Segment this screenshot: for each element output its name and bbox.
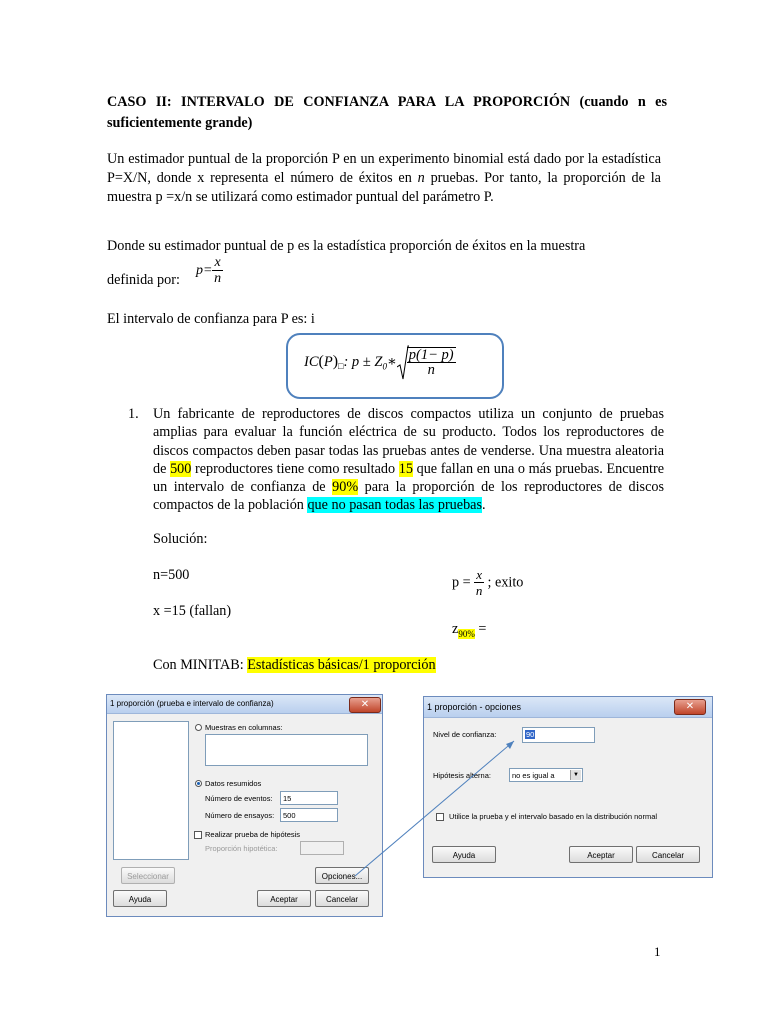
- ok-button[interactable]: Aceptar: [257, 890, 311, 907]
- n-value: n=500: [153, 567, 190, 583]
- help-button[interactable]: Ayuda: [432, 846, 496, 863]
- ci-numerator: p(1− p): [408, 347, 454, 363]
- ci-subscript: 0: [382, 361, 387, 372]
- highlight-population: que no pasan todas las pruebas: [307, 497, 482, 514]
- p-eq-rest: ; exito: [487, 574, 524, 591]
- exercise-text-2: reproductores tiene como resultado: [191, 460, 399, 477]
- normal-distribution-label: Utilice la prueba y el intervalo basado en la distribución normal: [449, 812, 658, 821]
- summary-label: Datos resumidos: [205, 779, 262, 788]
- intro-italic-n: n: [417, 170, 425, 186]
- exercise-text-3: que fallan en una o más pruebas. Encuentre un intervalo de confianza de: [153, 460, 664, 496]
- cancel-button[interactable]: Cancelar: [315, 890, 369, 907]
- cancel-button[interactable]: Cancelar: [636, 846, 700, 863]
- p-eq-denominator: n: [475, 583, 483, 598]
- hypothesis-test-label: Realizar prueba de hipótesis: [205, 830, 301, 839]
- dialog1-title: 1 proporción (prueba e intervalo de confianza): [110, 699, 274, 708]
- intro-text-b: pruebas. Por tanto, la proporción de la muestra p =x/n se utilizará como estimador puntual del parámetro P.: [107, 170, 661, 205]
- help-button[interactable]: Ayuda: [113, 890, 167, 907]
- p-eq-lhs: p =: [452, 574, 471, 591]
- confidence-label: Nivel de confianza:: [433, 730, 497, 739]
- hypothetical-proportion-label: Proporción hipotética:: [205, 844, 278, 853]
- exercise-text-1: Un fabricante de reproductores de discos compactos utiliza un conjunto de pruebas amplias para evaluar la función eléctrica de su producto. Todos los reproductores de discos compactos deben pasar todas las pruebas antes de venderse. Una muestra aleatoria de: [153, 406, 664, 477]
- estimator-denominator: n: [214, 271, 222, 286]
- ok-button[interactable]: Aceptar: [569, 846, 633, 863]
- alternative-label: Hipótesis alterna:: [433, 771, 491, 780]
- highlight-confidence: 90%: [332, 479, 359, 496]
- z-rest: =: [474, 621, 487, 637]
- events-label: Número de eventos:: [205, 794, 273, 803]
- z-letter: z: [452, 621, 459, 637]
- alternative-value: no es igual a: [512, 771, 555, 780]
- intro-text-a: Un estimador puntual de la proporción P en un experimento binomial está dado por la estadística P=X/N, donde x representa el número de éxitos en: [107, 151, 661, 186]
- ci-rest: : p ± Z: [343, 353, 383, 370]
- solution-label: Solución:: [153, 531, 208, 547]
- chevron-down-icon: ▼: [570, 770, 581, 780]
- dialog2-title: 1 proporción - opciones: [427, 702, 522, 712]
- estimator-lhs: p=: [196, 263, 213, 279]
- ci-star: ∗: [386, 353, 397, 370]
- exercise-text-5: .: [481, 497, 486, 514]
- p-eq-numerator: x: [476, 567, 482, 582]
- confidence-value: 90: [526, 730, 535, 739]
- highlight-failures: 15: [398, 460, 413, 477]
- section-heading: CASO II: INTERVALO DE CONFIANZA PARA LA PROPORCIÓN (cuando n es suficientemente grande): [107, 94, 667, 131]
- minitab-menu-path: Estadísticas básicas/1 proporción: [247, 657, 436, 673]
- estimator-numerator: x: [214, 255, 221, 270]
- ci-placeholder-glyph: □: [338, 360, 344, 371]
- interval-intro: El intervalo de confianza para P es: i: [107, 311, 315, 327]
- select-button[interactable]: Seleccionar: [121, 867, 175, 884]
- estimator-line: Donde su estimador puntual de p es la estadística proporción de éxitos en la muestra: [107, 238, 586, 254]
- columns-label: Muestras en columnas:: [205, 723, 283, 732]
- highlight-sample-size: 500: [170, 460, 192, 477]
- options-button[interactable]: Opciones...: [315, 867, 369, 884]
- ci-lhs: IC: [304, 353, 319, 370]
- dialog2-close-button[interactable]: ✕: [674, 699, 706, 715]
- arrowhead-icon: [506, 741, 514, 749]
- dialog1-close-button[interactable]: ✕: [349, 697, 381, 713]
- exercise-text-4: para la proporción de los reproductores de discos compactos de la población: [153, 479, 664, 514]
- estimator-defined-label: definida por:: [107, 272, 180, 288]
- ci-paren-open: (: [318, 352, 324, 370]
- ci-denominator: n: [427, 362, 435, 378]
- ci-paren-close: ): [332, 352, 339, 370]
- ci-var: P: [323, 353, 333, 370]
- trials-input[interactable]: 500: [280, 808, 338, 822]
- trials-label: Número de ensayos:: [205, 811, 275, 820]
- z-subscript: 90%: [458, 628, 475, 639]
- minitab-prefix: Con MINITAB:: [153, 657, 248, 673]
- page-number: 1: [654, 944, 661, 959]
- events-input[interactable]: 15: [280, 791, 338, 805]
- x-value: x =15 (fallan): [153, 603, 232, 619]
- list-number: 1.: [128, 406, 139, 422]
